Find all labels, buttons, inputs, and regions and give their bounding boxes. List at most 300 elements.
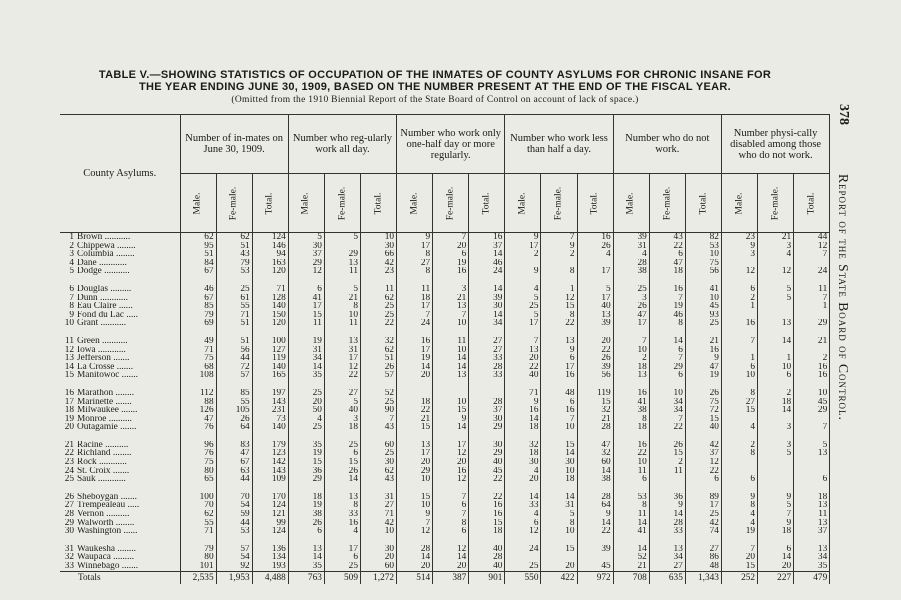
spacer-cell bbox=[180, 432, 216, 441]
data-cell: 15 bbox=[541, 302, 577, 311]
sub-header-total bbox=[469, 174, 505, 233]
data-cell: 71 bbox=[216, 311, 252, 320]
spacer-cell bbox=[360, 276, 396, 285]
spacer-row bbox=[60, 276, 830, 285]
data-cell: 19 bbox=[397, 354, 433, 363]
county-name-cell bbox=[60, 389, 180, 398]
data-cell: 193 bbox=[252, 562, 288, 571]
data-cell: 6 bbox=[288, 285, 324, 294]
data-cell: 15 bbox=[469, 519, 505, 528]
data-cell: 67 bbox=[180, 267, 216, 276]
spacer-cell bbox=[397, 432, 433, 441]
data-cell: 19 bbox=[649, 302, 685, 311]
data-cell: 37 bbox=[469, 242, 505, 251]
data-cell: 32 bbox=[360, 337, 396, 346]
data-cell: 18 bbox=[397, 294, 433, 303]
spacer-cell bbox=[397, 328, 433, 337]
sub-header-label: Fe-male. bbox=[336, 186, 347, 221]
leader-dots: .......... bbox=[102, 440, 129, 450]
data-cell: 13 bbox=[794, 449, 830, 458]
data-cell: 82 bbox=[685, 233, 721, 242]
leader-dots: ........ bbox=[114, 544, 136, 554]
data-cell: 119 bbox=[252, 354, 288, 363]
data-cell: 127 bbox=[252, 346, 288, 355]
data-cell: 12 bbox=[397, 527, 433, 536]
data-cell: 13 bbox=[794, 501, 830, 510]
data-cell: 53 bbox=[685, 242, 721, 251]
sub-header-female bbox=[216, 174, 252, 233]
data-cell: 8 bbox=[613, 415, 649, 424]
county-name: Waukesha bbox=[77, 544, 115, 554]
table-row bbox=[60, 285, 830, 294]
sub-header-male bbox=[505, 174, 541, 233]
data-cell: 5 bbox=[758, 449, 794, 458]
data-cell: 140 bbox=[252, 302, 288, 311]
data-cell: 16 bbox=[469, 510, 505, 519]
data-cell: 35 bbox=[794, 562, 830, 571]
spacer-cell bbox=[794, 432, 830, 441]
data-cell: 121 bbox=[252, 510, 288, 519]
sub-header-male bbox=[721, 174, 757, 233]
leader-dots: ....... bbox=[110, 466, 130, 476]
data-cell: 5 bbox=[288, 233, 324, 242]
data-cell: 80 bbox=[180, 467, 216, 476]
data-cell: 9 bbox=[505, 398, 541, 407]
county-name: La Crosse bbox=[77, 362, 115, 372]
data-cell: 27 bbox=[469, 337, 505, 346]
data-cell bbox=[721, 458, 757, 467]
data-cell bbox=[721, 311, 757, 320]
data-cell: 11 bbox=[649, 467, 685, 476]
data-cell: 150 bbox=[252, 311, 288, 320]
data-cell: 22 bbox=[469, 493, 505, 502]
data-cell: 9 bbox=[721, 493, 757, 502]
data-cell bbox=[794, 467, 830, 476]
data-cell: 25 bbox=[685, 319, 721, 328]
data-cell: 35 bbox=[288, 371, 324, 380]
data-cell: 26 bbox=[360, 363, 396, 372]
data-cell: 16 bbox=[505, 406, 541, 415]
spacer-cell bbox=[324, 536, 360, 545]
spacer-cell bbox=[505, 536, 541, 545]
spacer-row bbox=[60, 380, 830, 389]
data-cell: 120 bbox=[252, 267, 288, 276]
data-cell: 38 bbox=[577, 475, 613, 484]
data-cell: 7 bbox=[433, 493, 469, 502]
data-cell: 54 bbox=[216, 553, 252, 562]
data-cell: 26 bbox=[288, 519, 324, 528]
data-cell: 14 bbox=[758, 337, 794, 346]
data-cell: 17 bbox=[324, 354, 360, 363]
county-name-cell bbox=[60, 354, 180, 363]
data-cell: 10 bbox=[649, 389, 685, 398]
data-cell: 4 bbox=[288, 415, 324, 424]
total-cell: 763 bbox=[288, 571, 324, 584]
data-cell: 24 bbox=[469, 267, 505, 276]
data-cell: 63 bbox=[216, 467, 252, 476]
data-cell: 19 bbox=[288, 337, 324, 346]
row-number: 6 bbox=[69, 284, 74, 294]
row-number: 16 bbox=[64, 388, 74, 398]
data-cell: 17 bbox=[397, 449, 433, 458]
data-cell: 22 bbox=[685, 467, 721, 476]
data-cell: 54 bbox=[216, 501, 252, 510]
data-cell bbox=[577, 553, 613, 562]
group-header-disabled: Number physi-cally disabled among those who do not work. bbox=[721, 115, 829, 174]
data-cell: 14 bbox=[397, 553, 433, 562]
spacer-cell bbox=[252, 328, 288, 337]
spacer-cell bbox=[252, 484, 288, 493]
data-cell: 7 bbox=[433, 233, 469, 242]
data-cell: 13 bbox=[794, 545, 830, 554]
data-cell: 57 bbox=[360, 371, 396, 380]
row-number: 30 bbox=[64, 527, 74, 536]
leader-dots: ........ bbox=[110, 449, 132, 459]
data-cell: 19 bbox=[433, 259, 469, 268]
spacer-cell bbox=[324, 432, 360, 441]
data-cell: 120 bbox=[252, 319, 288, 328]
data-cell: 6 bbox=[758, 545, 794, 554]
data-cell: 16 bbox=[541, 406, 577, 415]
data-cell: 30 bbox=[469, 441, 505, 450]
county-name: Marinette bbox=[77, 397, 114, 407]
sub-header-female bbox=[758, 174, 794, 233]
data-cell: 79 bbox=[180, 311, 216, 320]
spacer-cell bbox=[252, 276, 288, 285]
data-cell: 37 bbox=[469, 406, 505, 415]
data-cell: 20 bbox=[433, 458, 469, 467]
leader-dots: ....... bbox=[114, 362, 134, 372]
data-cell: 14 bbox=[469, 285, 505, 294]
data-cell: 28 bbox=[577, 423, 613, 432]
spacer-cell bbox=[324, 484, 360, 493]
data-cell: 101 bbox=[180, 562, 216, 571]
data-cell: 15 bbox=[649, 449, 685, 458]
data-cell: 124 bbox=[252, 233, 288, 242]
data-cell: 6 bbox=[433, 501, 469, 510]
data-cell: 46 bbox=[180, 285, 216, 294]
data-cell: 29 bbox=[469, 423, 505, 432]
data-cell: 16 bbox=[469, 233, 505, 242]
data-cell: 27 bbox=[397, 259, 433, 268]
spacer-cell bbox=[649, 536, 685, 545]
data-cell: 23 bbox=[721, 233, 757, 242]
data-cell: 12 bbox=[758, 267, 794, 276]
county-name: Milwaukee bbox=[77, 406, 119, 415]
county-name: Chippewa bbox=[77, 241, 115, 251]
total-cell: 1,953 bbox=[216, 571, 252, 584]
total-cell: 550 bbox=[505, 571, 541, 584]
data-cell: 95 bbox=[180, 242, 216, 251]
data-cell: 20 bbox=[360, 553, 396, 562]
data-cell: 59 bbox=[216, 510, 252, 519]
spacer-cell bbox=[360, 328, 396, 337]
row-number: 31 bbox=[64, 544, 74, 554]
data-cell: 26 bbox=[324, 467, 360, 476]
spacer-cell bbox=[613, 276, 649, 285]
data-cell: 94 bbox=[252, 250, 288, 259]
data-cell: 7 bbox=[649, 294, 685, 303]
data-cell: 16 bbox=[433, 267, 469, 276]
data-cell: 37 bbox=[794, 527, 830, 536]
sub-header-male bbox=[288, 174, 324, 233]
data-cell: 7 bbox=[649, 415, 685, 424]
spacer-cell bbox=[541, 328, 577, 337]
county-name: Sheboygan bbox=[77, 492, 119, 502]
data-cell: 30 bbox=[541, 458, 577, 467]
county-name: Walworth bbox=[77, 518, 114, 528]
data-cell: 64 bbox=[577, 501, 613, 510]
data-cell: 6 bbox=[649, 250, 685, 259]
spacer-cell bbox=[288, 276, 324, 285]
data-cell: 14 bbox=[433, 423, 469, 432]
leader-dots: ......... bbox=[110, 553, 135, 562]
data-cell: 9 bbox=[685, 354, 721, 363]
data-cell: 22 bbox=[649, 423, 685, 432]
data-cell: 22 bbox=[469, 475, 505, 484]
data-cell: 33 bbox=[469, 371, 505, 380]
data-cell: 6 bbox=[541, 398, 577, 407]
data-cell: 13 bbox=[541, 337, 577, 346]
data-cell bbox=[758, 259, 794, 268]
data-cell: 3 bbox=[433, 285, 469, 294]
data-cell: 6 bbox=[324, 553, 360, 562]
data-cell: 146 bbox=[252, 242, 288, 251]
data-cell: 57 bbox=[216, 371, 252, 380]
data-cell: 21 bbox=[613, 562, 649, 571]
data-cell: 17 bbox=[577, 294, 613, 303]
spacer-cell bbox=[794, 536, 830, 545]
county-name-cell bbox=[60, 458, 180, 467]
data-cell: 93 bbox=[685, 311, 721, 320]
table-row bbox=[60, 475, 830, 484]
data-cell: 68 bbox=[180, 363, 216, 372]
spacer-cell bbox=[505, 432, 541, 441]
data-cell: 17 bbox=[613, 319, 649, 328]
spacer-cell bbox=[288, 432, 324, 441]
data-cell: 17 bbox=[397, 242, 433, 251]
spacer-cell bbox=[794, 484, 830, 493]
table-row bbox=[60, 259, 830, 268]
data-cell: 44 bbox=[216, 519, 252, 528]
spacer-cell bbox=[541, 380, 577, 389]
spacer-cell bbox=[685, 432, 721, 441]
spacer-cell bbox=[721, 432, 757, 441]
data-cell: 8 bbox=[541, 519, 577, 528]
spacer-cell bbox=[505, 380, 541, 389]
data-cell: 15 bbox=[721, 562, 757, 571]
data-cell: 14 bbox=[577, 519, 613, 528]
data-cell: 22 bbox=[577, 527, 613, 536]
data-cell: 13 bbox=[433, 302, 469, 311]
data-cell: 16 bbox=[649, 285, 685, 294]
data-cell: 72 bbox=[685, 406, 721, 415]
spacer-cell bbox=[324, 276, 360, 285]
leader-dots: ........... bbox=[101, 267, 130, 276]
data-cell: 15 bbox=[288, 458, 324, 467]
data-cell: 9 bbox=[397, 233, 433, 242]
data-cell: 14 bbox=[649, 337, 685, 346]
county-name: Douglas bbox=[77, 284, 108, 294]
data-cell: 29 bbox=[469, 449, 505, 458]
county-name-cell bbox=[60, 398, 180, 407]
data-cell: 18 bbox=[469, 527, 505, 536]
data-cell: 41 bbox=[613, 527, 649, 536]
data-cell: 34 bbox=[649, 398, 685, 407]
data-cell: 55 bbox=[216, 302, 252, 311]
sub-header-total bbox=[360, 174, 396, 233]
leader-dots: ..... bbox=[125, 501, 140, 511]
data-cell: 20 bbox=[288, 398, 324, 407]
data-cell: 11 bbox=[324, 267, 360, 276]
data-cell: 21 bbox=[685, 337, 721, 346]
data-cell: 27 bbox=[360, 501, 396, 510]
data-cell: 31 bbox=[288, 346, 324, 355]
data-cell: 4 bbox=[505, 467, 541, 476]
county-name-cell bbox=[60, 545, 180, 554]
data-cell: 5 bbox=[324, 233, 360, 242]
data-cell: 28 bbox=[469, 553, 505, 562]
data-cell bbox=[324, 242, 360, 251]
data-cell: 42 bbox=[685, 441, 721, 450]
data-cell: 70 bbox=[180, 501, 216, 510]
data-cell: 8 bbox=[324, 302, 360, 311]
spacer-cell bbox=[649, 432, 685, 441]
data-cell: 33 bbox=[324, 510, 360, 519]
data-cell: 6 bbox=[324, 449, 360, 458]
data-cell: 9 bbox=[758, 493, 794, 502]
data-cell: 13 bbox=[758, 319, 794, 328]
spacer-cell bbox=[541, 484, 577, 493]
spacer-cell bbox=[721, 484, 757, 493]
data-cell: 112 bbox=[180, 389, 216, 398]
data-cell bbox=[758, 467, 794, 476]
data-cell: 36 bbox=[288, 467, 324, 476]
data-cell: 5 bbox=[324, 285, 360, 294]
data-cell: 5 bbox=[505, 311, 541, 320]
spacer-cell bbox=[577, 432, 613, 441]
data-cell: 7 bbox=[541, 233, 577, 242]
data-cell: 7 bbox=[433, 311, 469, 320]
row-number: 11 bbox=[65, 336, 74, 346]
county-name: Dodge bbox=[77, 267, 102, 276]
data-cell: 19 bbox=[288, 501, 324, 510]
data-cell: 76 bbox=[180, 449, 216, 458]
data-cell: 39 bbox=[577, 319, 613, 328]
county-name: Sauk bbox=[77, 475, 96, 484]
table-row bbox=[60, 346, 830, 355]
spacer-row bbox=[60, 328, 830, 337]
data-cell: 73 bbox=[252, 415, 288, 424]
spacer-cell bbox=[252, 380, 288, 389]
spacer-cell bbox=[433, 484, 469, 493]
sub-header-male bbox=[397, 174, 433, 233]
data-cell bbox=[758, 302, 794, 311]
leader-dots: ..... bbox=[124, 310, 138, 320]
data-cell: 50 bbox=[288, 406, 324, 415]
data-cell: 6 bbox=[794, 475, 830, 484]
data-cell: 17 bbox=[433, 441, 469, 450]
data-cell: 14 bbox=[541, 449, 577, 458]
data-cell: 11 bbox=[433, 337, 469, 346]
data-cell: 25 bbox=[216, 285, 252, 294]
spacer-cell bbox=[324, 380, 360, 389]
data-cell: 11 bbox=[397, 285, 433, 294]
data-cell: 62 bbox=[360, 346, 396, 355]
county-header: County Asylums. bbox=[60, 115, 180, 233]
data-cell: 6 bbox=[721, 475, 757, 484]
spacer-cell bbox=[721, 380, 757, 389]
data-cell: 16 bbox=[541, 371, 577, 380]
data-cell: 105 bbox=[216, 406, 252, 415]
data-cell: 21 bbox=[758, 233, 794, 242]
spacer-cell bbox=[60, 328, 180, 337]
table-row bbox=[60, 311, 830, 320]
table-row bbox=[60, 458, 830, 467]
data-cell: 18 bbox=[758, 398, 794, 407]
data-cell: 2 bbox=[758, 389, 794, 398]
data-cell: 31 bbox=[324, 346, 360, 355]
spacer-cell bbox=[288, 484, 324, 493]
data-cell: 38 bbox=[613, 406, 649, 415]
data-cell: 10 bbox=[433, 346, 469, 355]
data-cell: 75 bbox=[685, 398, 721, 407]
data-cell: 20 bbox=[541, 562, 577, 571]
data-cell: 9 bbox=[721, 242, 757, 251]
row-number: 20 bbox=[64, 423, 74, 432]
group-header-half-day: Number who work only one-half day or more regularly. bbox=[397, 115, 505, 174]
county-name-cell bbox=[60, 467, 180, 476]
data-cell: 15 bbox=[577, 398, 613, 407]
leader-dots: ............ bbox=[95, 475, 126, 484]
county-name: Rock bbox=[77, 458, 97, 467]
data-cell: 13 bbox=[324, 493, 360, 502]
data-cell: 8 bbox=[541, 311, 577, 320]
data-cell: 126 bbox=[180, 406, 216, 415]
data-cell: 85 bbox=[180, 302, 216, 311]
data-cell: 62 bbox=[216, 233, 252, 242]
county-name-cell bbox=[60, 501, 180, 510]
data-cell bbox=[794, 311, 830, 320]
data-cell: 9 bbox=[649, 501, 685, 510]
data-cell: 30 bbox=[360, 545, 396, 554]
data-cell: 39 bbox=[469, 294, 505, 303]
data-cell: 55 bbox=[216, 398, 252, 407]
data-cell: 45 bbox=[685, 302, 721, 311]
data-cell: 17 bbox=[397, 346, 433, 355]
data-cell: 128 bbox=[252, 294, 288, 303]
data-cell: 70 bbox=[216, 493, 252, 502]
data-cell: 11 bbox=[613, 510, 649, 519]
sub-header-female bbox=[649, 174, 685, 233]
data-cell: 8 bbox=[613, 501, 649, 510]
data-cell: 67 bbox=[180, 294, 216, 303]
total-cell: 514 bbox=[397, 571, 433, 584]
data-cell: 10 bbox=[360, 527, 396, 536]
county-name-cell bbox=[60, 449, 180, 458]
data-cell: 9 bbox=[541, 346, 577, 355]
sub-header-label: Male. bbox=[625, 192, 636, 215]
spacer-cell bbox=[324, 328, 360, 337]
spacer-cell bbox=[649, 328, 685, 337]
data-cell: 7 bbox=[794, 423, 830, 432]
data-cell: 1 bbox=[541, 285, 577, 294]
table-row bbox=[60, 233, 830, 242]
spacer-cell bbox=[577, 484, 613, 493]
data-cell: 45 bbox=[469, 467, 505, 476]
data-cell: 20 bbox=[433, 562, 469, 571]
data-cell: 86 bbox=[685, 553, 721, 562]
